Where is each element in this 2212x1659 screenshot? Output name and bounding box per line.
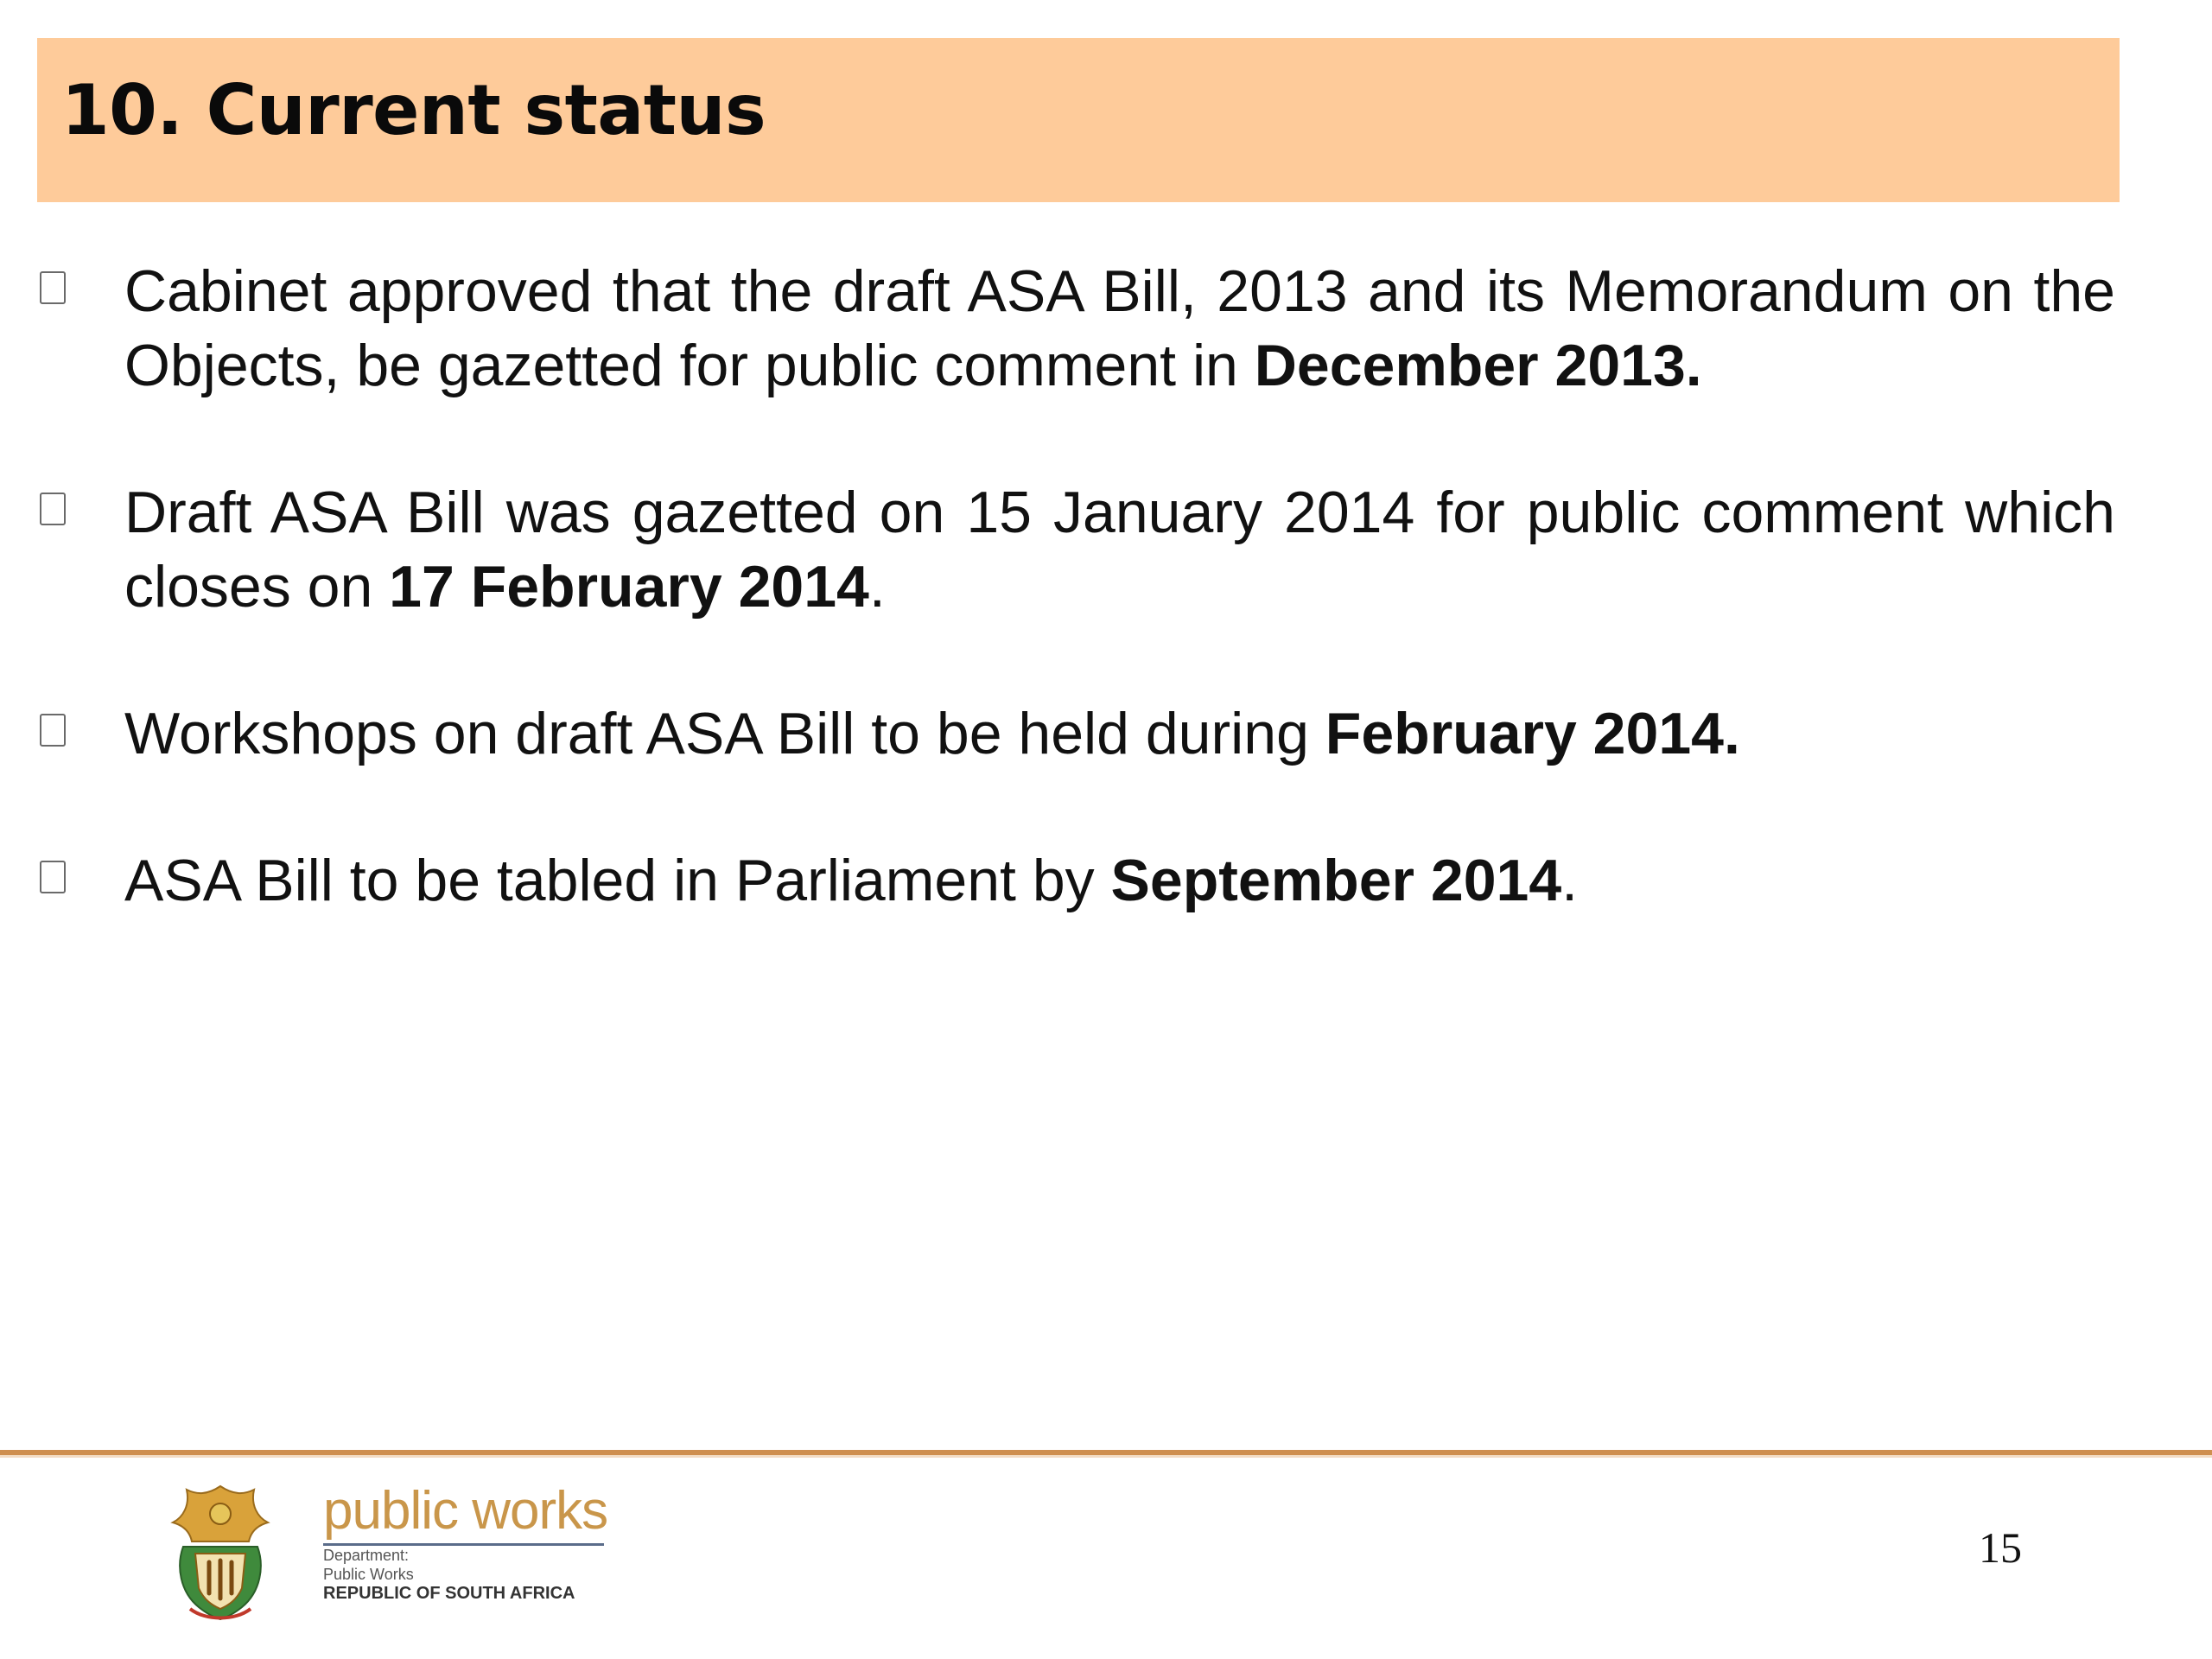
bullet-box-icon [40, 861, 66, 893]
bullet-text-bold: 17 February 2014 [389, 554, 869, 620]
footer-rule-shadow [0, 1455, 2212, 1458]
bullet-text [124, 254, 2115, 403]
bullet-box-icon [40, 271, 66, 304]
page-number: 15 [1979, 1523, 2022, 1572]
bullet-text-plain: Draft ASA Bill was gazetted on 15 January 2014 for public comment which closes on [124, 480, 2115, 620]
bullet-text-tail: . [1561, 848, 1579, 913]
title-bar [37, 38, 2120, 202]
bullet-box-icon [40, 714, 66, 747]
slide-title: 10. Current status [61, 70, 766, 150]
logo-subline: Department: [323, 1547, 410, 1564]
bullet-text [124, 475, 2115, 624]
bullet-text-bold: December 2013. [1254, 333, 1702, 398]
bullet-text-bold: September 2014 [1110, 848, 1562, 913]
logo-name: public works [323, 1481, 608, 1541]
bullet-text-plain: Cabinet approved that the draft ASA Bill, 2013 and its Memorandum on the Objects, be gazetted for public comment in [124, 258, 2115, 398]
logo-country: REPUBLIC OF SOUTH AFRICA [323, 1584, 575, 1603]
logo-subline: Public Works [323, 1566, 414, 1583]
bullet-text-tail: . [868, 554, 886, 620]
coat-of-arms-icon [164, 1479, 276, 1626]
bullet-box-icon [40, 493, 66, 525]
bullet-text [124, 843, 2115, 918]
bullet-text-plain: Workshops on draft ASA Bill to be held during [124, 701, 1325, 766]
bullet-text [124, 696, 2115, 771]
department-logo [323, 1481, 608, 1603]
bullet-text-bold: February 2014. [1325, 701, 1740, 766]
bullet-text-plain: ASA Bill to be tabled in Parliament by [124, 848, 1111, 913]
